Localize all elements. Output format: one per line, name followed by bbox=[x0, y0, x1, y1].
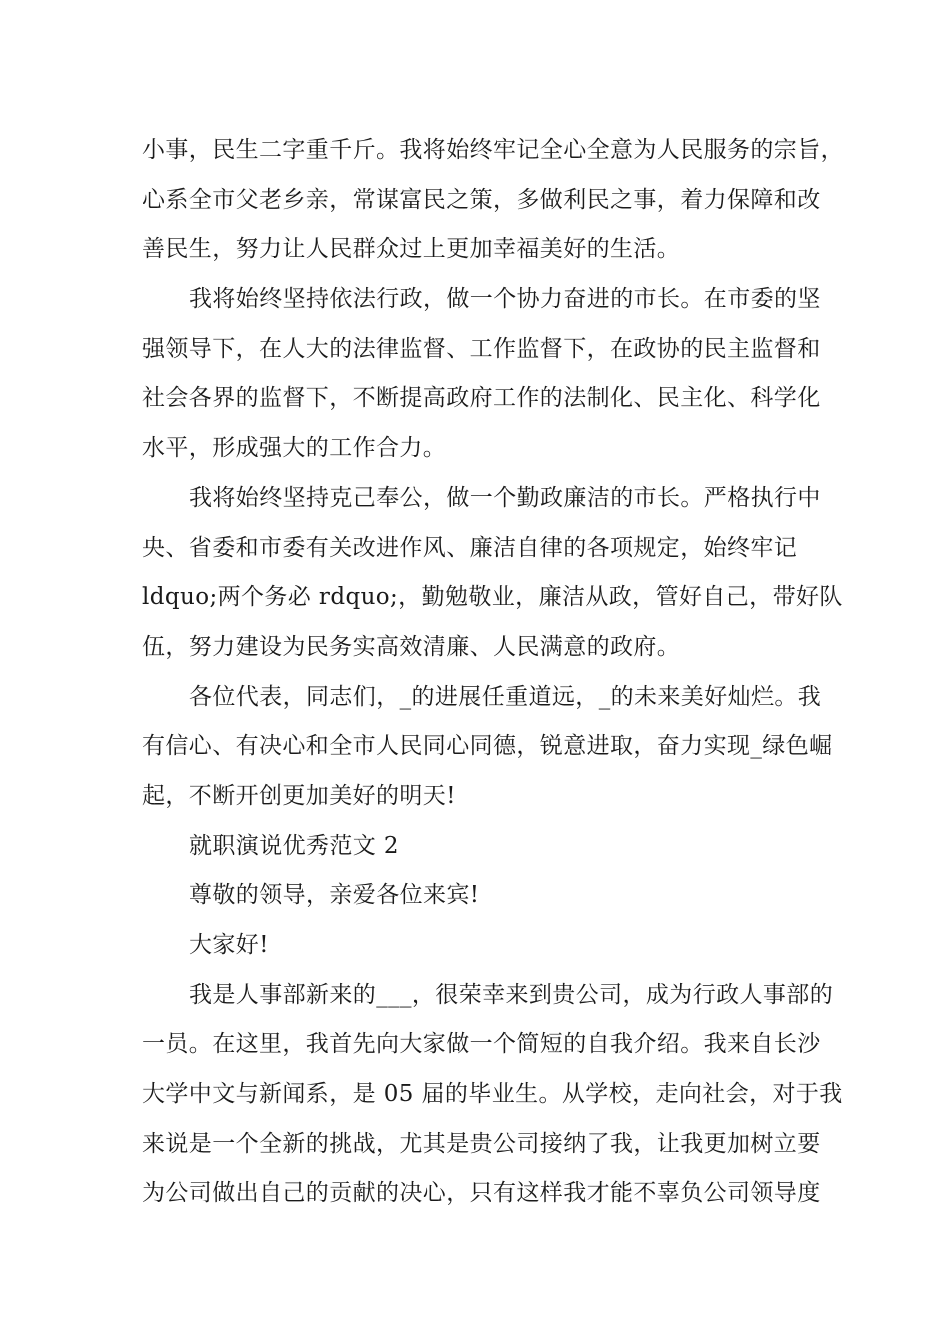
text-line: 善民生，努力让人民群众过上更加幸福美好的生活。 bbox=[142, 236, 681, 263]
text-line: 社会各界的监督下，不断提高政府工作的法制化、民主化、科学化 bbox=[142, 385, 821, 412]
text-line: 小事，民生二字重千斤。我将始终牢记全心全意为人民服务的宗旨， bbox=[142, 137, 844, 163]
text-line: 伍，努力建设为民务实高效清廉、人民满意的政府。 bbox=[142, 633, 681, 660]
text-line: 大家好! bbox=[189, 932, 269, 958]
text-line: 各位代表，同志们，_的进展任重道远，_的未来美好灿烂。我 bbox=[189, 683, 822, 710]
text-line: 起，不断开创更加美好的明天! bbox=[142, 782, 456, 809]
document-body bbox=[142, 126, 844, 1219]
text-line: 一员。在这里，我首先向大家做一个简短的自我介绍。我来自长沙 bbox=[142, 1031, 821, 1058]
text-line: 强领导下，在人大的法律监督、工作监督下，在政协的民主监督和 bbox=[142, 335, 821, 362]
text-line: ldquo;两个务必 rdquo;，勤勉敬业，廉洁从政，管好自己，带好队 bbox=[142, 584, 843, 611]
text-line: 大学中文与新闻系，是 05 届的毕业生。从学校，走向社会，对于我 bbox=[142, 1081, 843, 1108]
text-line: 央、省委和市委有关改进作风、廉洁自律的各项规定，始终牢记 bbox=[142, 534, 798, 561]
text-line: 尊敬的领导，亲爱各位来宾! bbox=[189, 882, 480, 909]
text-line: 我是人事部新来的___，很荣幸来到贵公司，成为行政人事部的 bbox=[189, 981, 834, 1008]
text-line: 为公司做出自己的贡献的决心，只有这样我才能不辜负公司领导度 bbox=[142, 1180, 821, 1207]
text-line: 就职演说优秀范文 2 bbox=[189, 832, 399, 859]
text-line: 来说是一个全新的挑战，尤其是贵公司接纳了我，让我更加树立要 bbox=[142, 1130, 821, 1157]
text-line: 我将始终坚持依法行政，做一个协力奋进的市长。在市委的坚 bbox=[189, 286, 821, 313]
text-line: 心系全市父老乡亲，常谋富民之策，多做利民之事，着力保障和改 bbox=[142, 186, 821, 213]
text-line: 有信心、有决心和全市人民同心同德，锐意进取，奋力实现_绿色崛 bbox=[142, 733, 833, 760]
text-line: 我将始终坚持克己奉公，做一个勤政廉洁的市长。严格执行中 bbox=[189, 484, 821, 511]
text-line: 水平，形成强大的工作合力。 bbox=[142, 435, 447, 462]
